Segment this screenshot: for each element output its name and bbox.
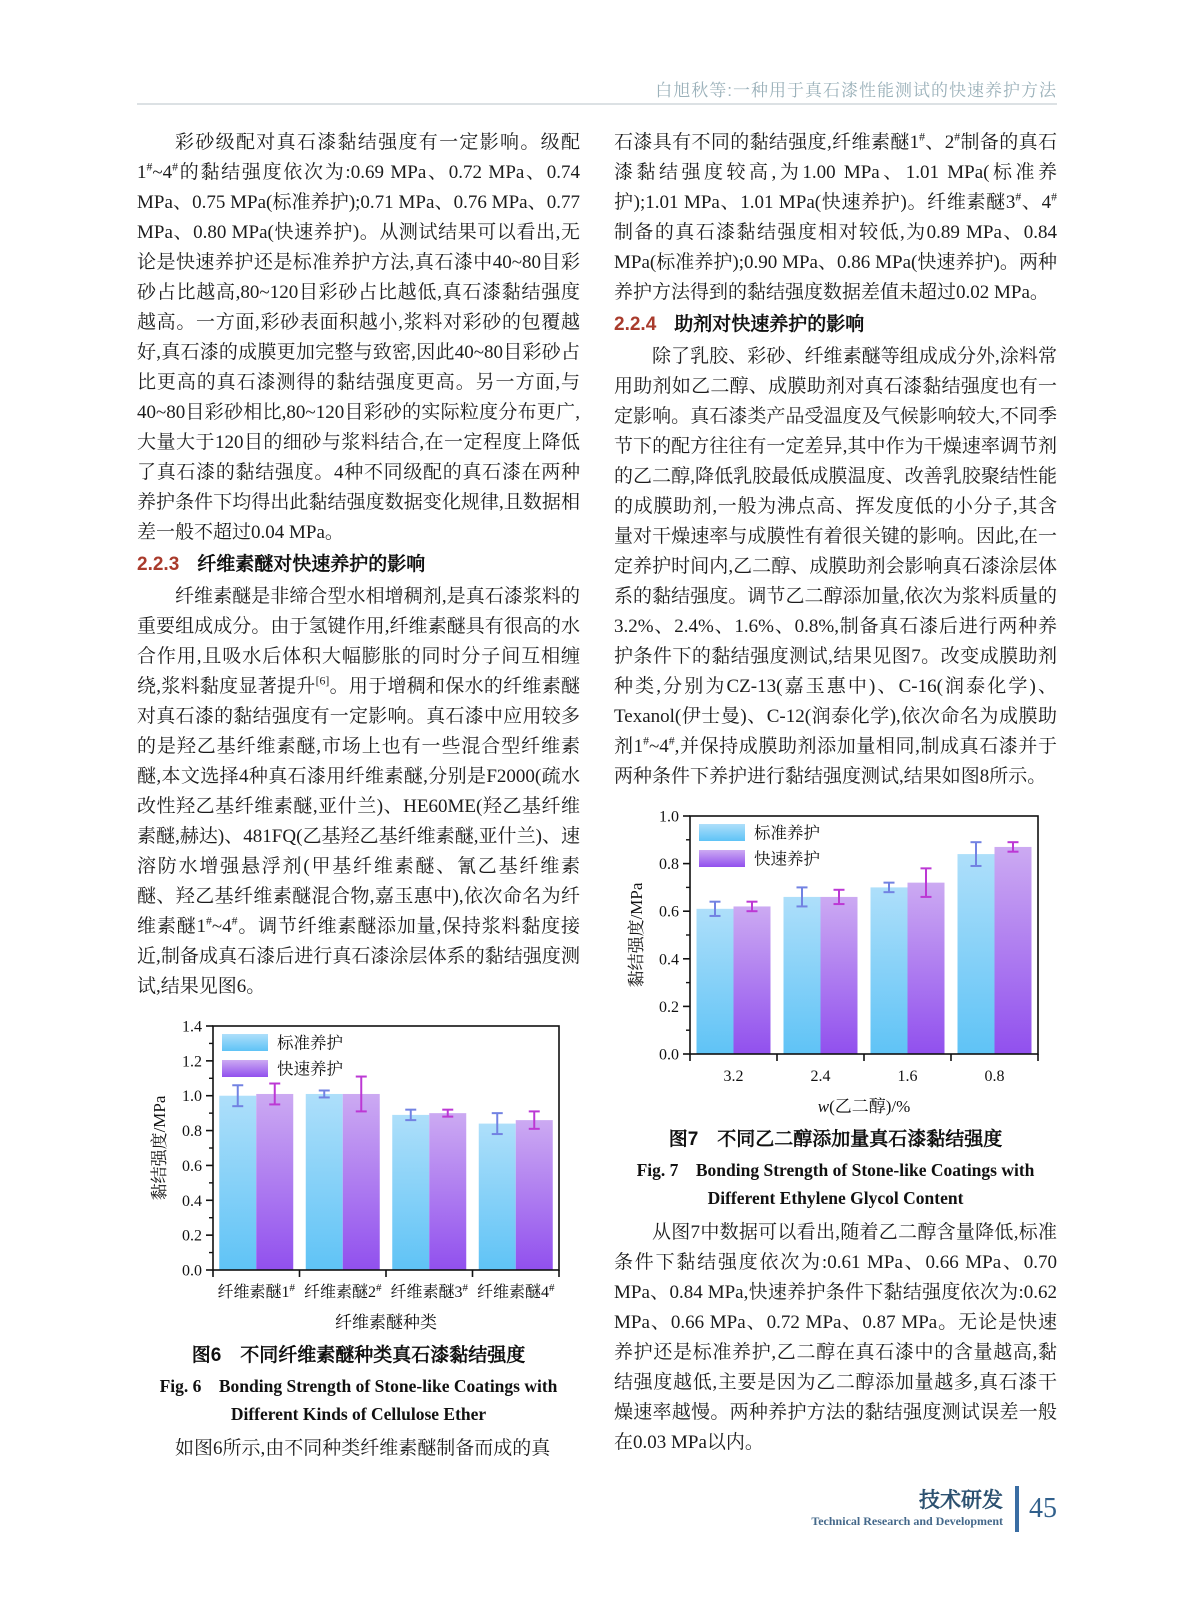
paragraph-sand-grading: 彩砂级配对真石漆黏结强度有一定影响。级配1#~4#的黏结强度依次为:0.69 MPa、0.72 MPa、0.74 MPa、0.75 MPa(标准养护);0.71 MPa、0.76 MPa、0.77 MPa、0.80 MPa(快速养护)。从测试结果可以看出,无论是快速养护还是标准养护方法,真石漆中40~80目彩砂占比越高,80~120目彩砂占比越低,真石漆黏结强度越高。一方面,彩砂表面积越小,浆料对彩砂的包覆越好,真石漆的成膜更加完整与致密,因此40~80目彩砂占比更高的真石漆测得的黏结强度更高。另一方面,与40~80目彩砂相比,80~120目彩砂的实际粒度分布更广,大量大于120目的细砂与浆料结合,在一定程度上降低了真石漆的黏结强度。4种不同级配的真石漆在两种养护条件下均得出此黏结强度数据变化规律,且数据相差一般不超过0.04 MPa。 bbox=[137, 132, 580, 543]
svg-text:w(乙二醇)/%: w(乙二醇)/% bbox=[817, 1097, 910, 1116]
paragraph-additives: 除了乳胶、彩砂、纤维素醚等组成成分外,涂料常用助剂如乙二醇、成膜助剂对真石漆黏结强度也有一定影响。真石漆类产品受温度及气候影响较大,不同季节下的配方往往有一定差异,其中作为干燥速率调节剂的乙二醇,降低乳胶最低成膜温度、改善乳胶聚结性能的成膜助剂,一般为沸点高、挥发度低的小分子,其含量对干燥速率与成膜性有着很关键的影响。因此,在一定养护时间内,乙二醇、成膜助剂会影响真石漆涂层体系的黏结强度。调节乙二醇添加量,依次为浆料质量的3.2%、2.4%、1.6%、0.8%,制备真石漆后进行两种养护条件下的黏结强度测试,结果见图7。改变成膜助剂种类,分别为CZ-13(嘉玉惠中)、C-16(润泰化学)、Texanol(伊士曼)、C-12(润泰化学),依次命名为成膜助剂1#~4#,并保持成膜助剂添加量相同,制成真石漆并于两种条件下养护进行黏结强度测试,结果如图8所示。 bbox=[614, 346, 1057, 787]
svg-text:纤维素醚4#: 纤维素醚4# bbox=[476, 1282, 555, 1301]
svg-text:快速养护: 快速养护 bbox=[277, 1059, 343, 1079]
svg-text:黏结强度/MPa: 黏结强度/MPa bbox=[626, 882, 646, 988]
header-rule bbox=[137, 103, 1057, 105]
svg-text:0.6: 0.6 bbox=[182, 1157, 202, 1175]
main-content bbox=[137, 128, 1057, 1464]
paragraph-fig6-discussion: 石漆具有不同的黏结强度,纤维素醚1#、2#制备的真石漆黏结强度较高,为1.00 MPa、1.01 MPa(标准养护);1.01 MPa、1.01 MPa(快速养护)。纤维素醚3#、4#制备的真石漆黏结强度相对较低,为0.89 MPa、0.84 MPa(标准养护);0.90 MPa、0.86 MPa(快速养护)。两种养护方法得到的黏结强度数据差值未超过0.02 MPa。 bbox=[614, 130, 1057, 303]
footer bbox=[811, 1486, 1057, 1532]
section-heading-224 bbox=[614, 310, 1057, 340]
footer-section-cn: 技术研发 bbox=[919, 1489, 1003, 1512]
svg-text:2.4: 2.4 bbox=[810, 1068, 830, 1085]
footer-labels bbox=[811, 1489, 1003, 1529]
page-number: 45 bbox=[1029, 1493, 1057, 1524]
svg-text:0.0: 0.0 bbox=[182, 1262, 202, 1280]
svg-text:纤维素醚2#: 纤维素醚2# bbox=[303, 1282, 382, 1301]
svg-text:0.2: 0.2 bbox=[658, 998, 679, 1016]
legend bbox=[699, 824, 820, 869]
right-column bbox=[614, 128, 1057, 1464]
svg-text:标准养护: 标准养护 bbox=[277, 1033, 343, 1053]
section-title: 纤维素醚对快速养护的影响 bbox=[197, 554, 426, 575]
x-axis bbox=[690, 1054, 1038, 1085]
svg-text:0.6: 0.6 bbox=[658, 903, 679, 921]
bars bbox=[219, 1094, 553, 1270]
svg-text:纤维素醚3#: 纤维素醚3# bbox=[390, 1282, 469, 1301]
svg-text:标准养护: 标准养护 bbox=[753, 823, 820, 843]
svg-text:1.4: 1.4 bbox=[182, 1018, 202, 1036]
running-title: 白旭秋等:一种用于真石漆性能测试的快速养护方法 bbox=[655, 81, 1057, 100]
svg-text:0.8: 0.8 bbox=[658, 856, 679, 874]
footer-divider bbox=[1015, 1486, 1019, 1532]
figure7-caption-en: Fig. 7 Bonding Strength of Stone-like Coatings with Different Ethylene Glycol Content bbox=[636, 1160, 1035, 1208]
svg-text:0.2: 0.2 bbox=[182, 1227, 202, 1245]
left-column bbox=[137, 128, 580, 1464]
footer-section-en: Technical Research and Development bbox=[811, 1514, 1003, 1528]
figure7-caption-cn: 图7 不同乙二醇添加量真石漆黏结强度 bbox=[668, 1129, 1003, 1150]
figure6-block bbox=[137, 1012, 580, 1428]
paragraph-fig6-lead: 如图6所示,由不同种类纤维素醚制备而成的真 bbox=[175, 1438, 551, 1459]
paragraph-fig7-discussion: 从图7中数据可以看出,随着乙二醇含量降低,标准条件下黏结强度依次为:0.61 MPa、0.66 MPa、0.70 MPa、0.84 MPa,快速养护条件下黏结强度依次为:0.62 MPa、0.66 MPa、0.72 MPa、0.87 MPa。无论是快速养护还是标准养护,乙二醇在真石漆中的含量越高,黏结强度越低,主要是因为乙二醇添加量越多,真石漆干燥速率越慢。两种养护方法的黏结强度测试误差一般在0.03 MPa以内。 bbox=[614, 1222, 1057, 1453]
svg-text:1.2: 1.2 bbox=[182, 1053, 202, 1071]
svg-text:0.8: 0.8 bbox=[182, 1123, 202, 1141]
y-axis bbox=[659, 809, 690, 1064]
section-title: 助剂对快速养护的影响 bbox=[674, 314, 865, 335]
svg-text:3.2: 3.2 bbox=[723, 1068, 743, 1085]
svg-text:0.0: 0.0 bbox=[658, 1046, 679, 1064]
figure7-block bbox=[614, 802, 1057, 1212]
bars bbox=[696, 847, 1031, 1054]
section-number: 2.2.3 bbox=[137, 554, 180, 575]
legend bbox=[222, 1034, 343, 1079]
svg-text:0.8: 0.8 bbox=[984, 1068, 1004, 1085]
svg-text:1.6: 1.6 bbox=[897, 1068, 917, 1085]
svg-text:黏结强度/MPa: 黏结强度/MPa bbox=[150, 1095, 169, 1201]
section-heading-223 bbox=[137, 550, 580, 580]
figure7-chart bbox=[616, 802, 1056, 1120]
svg-text:1.0: 1.0 bbox=[658, 808, 679, 826]
x-axis bbox=[213, 1270, 559, 1301]
figure6-caption-en: Fig. 6 Bonding Strength of Stone-like Coatings with Different Kinds of Cellulose Ether bbox=[159, 1376, 558, 1424]
svg-text:纤维素醚1#: 纤维素醚1# bbox=[217, 1282, 296, 1301]
svg-text:1.0: 1.0 bbox=[182, 1088, 202, 1106]
svg-text:0.4: 0.4 bbox=[658, 951, 679, 969]
y-axis bbox=[182, 1019, 213, 1280]
figure6-caption-cn: 图6 不同纤维素醚种类真石漆黏结强度 bbox=[191, 1345, 526, 1366]
figure6-chart bbox=[141, 1012, 576, 1336]
section-number: 2.2.4 bbox=[614, 314, 657, 335]
svg-text:0.4: 0.4 bbox=[182, 1192, 202, 1210]
svg-text:快速养护: 快速养护 bbox=[753, 849, 820, 869]
paragraph-cellulose-ether: 纤维素醚是非缔合型水相增稠剂,是真石漆浆料的重要组成成分。由于氢键作用,纤维素醚具有很高的水合作用,且吸水后体积大幅膨胀的同时分子间互相缠绕,浆料黏度显著提升[6]。用于增稠和保水的纤维素醚对真石漆的黏结强度有一定影响。真石漆中应用较多的是羟乙基纤维素醚,市场上也有一些混合型纤维素醚,本文选择4种真石漆用纤维素醚,分别是F2000(疏水改性羟乙基纤维素醚,亚什兰)、HE60ME(羟乙基纤维素醚,赫达)、481FQ(乙基羟乙基纤维素醚,亚什兰)、速溶防水增强悬浮剂(甲基纤维素醚、氰乙基纤维素醚、羟乙基纤维素醚混合物,嘉玉惠中),依次命名为纤维素醚1#~4#。调节纤维素醚添加量,保持浆料黏度接近,制备成真石漆后进行真石漆涂层体系的黏结强度测试,结果见图6。 bbox=[137, 586, 580, 997]
svg-text:纤维素醚种类: 纤维素醚种类 bbox=[335, 1313, 437, 1332]
